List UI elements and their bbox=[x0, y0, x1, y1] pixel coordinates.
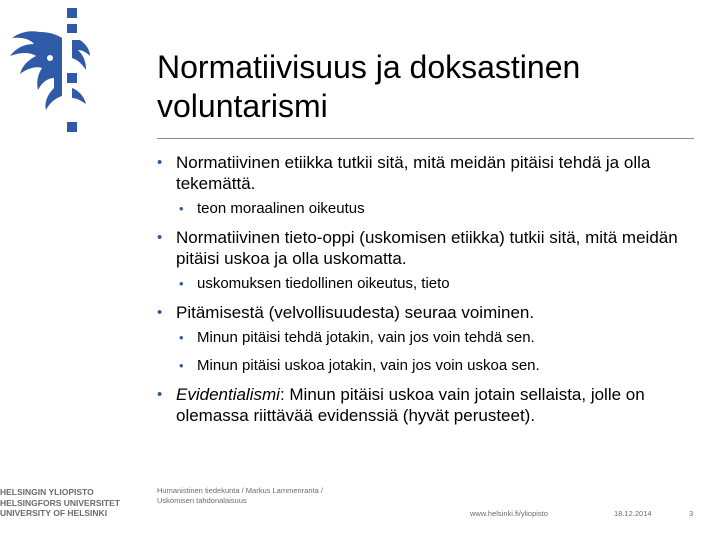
subbullet-epistemic-justification: • uskomuksen tiedollinen oikeutus, tieto bbox=[175, 274, 697, 293]
university-name-en: UNIVERSITY OF HELSINKI bbox=[0, 508, 108, 518]
footer-date: 18.12.2014 bbox=[614, 509, 652, 518]
bullet-normative-epistemology: • Normatiivinen tieto-oppi (uskomisen etiikka) tutkii sitä, mitä meidän pitäisi uskoa ja olla uskomatta. bbox=[157, 227, 697, 269]
page-number: 3 bbox=[689, 509, 694, 518]
footer-url: www.helsinki.fi/yliopisto bbox=[470, 509, 548, 518]
slide-content bbox=[157, 152, 697, 431]
slide-title-line2: voluntarismi bbox=[157, 88, 328, 124]
university-name bbox=[0, 487, 120, 519]
title-divider bbox=[157, 138, 694, 139]
bullet-normative-ethics: • Normatiivinen etiikka tutkii sitä, mitä meidän pitäisi tehdä ja olla tekemättä. bbox=[157, 152, 697, 194]
footer-department-line2: Uskomisen tahdonalaisuus bbox=[157, 496, 247, 505]
university-name-fi: HELSINGIN YLIOPISTO bbox=[0, 487, 94, 497]
subbullet-ought-believe: • Minun pitäisi uskoa jotakin, vain jos voin uskoa sen. bbox=[175, 356, 697, 375]
subbullet-ought-do: • Minun pitäisi tehdä jotakin, vain jos voin tehdä sen. bbox=[175, 328, 697, 347]
slide-title-line1: Normatiivisuus ja doksastinen bbox=[157, 49, 581, 85]
bullet-evidentialism bbox=[157, 384, 697, 426]
footer-department-line1: Humanistinen tiedekunta / Markus Lammenranta / bbox=[157, 486, 323, 495]
evidentialism-definition: : Minun pitäisi uskoa vain jotain sellaista, jolle on olemassa riittävää evidenssiä (hyvät perusteet). bbox=[176, 385, 645, 425]
footer-department bbox=[157, 486, 387, 506]
evidentialism-term: Evidentialismi bbox=[176, 385, 280, 404]
slide-title bbox=[157, 48, 697, 126]
subbullet-moral-justification: • teon moraalinen oikeutus bbox=[175, 199, 697, 218]
bullet-ought-implies-can: • Pitämisestä (velvollisuudesta) seuraa voiminen. bbox=[157, 302, 697, 323]
university-name-sv: HELSINGFORS UNIVERSITET bbox=[0, 497, 120, 508]
university-logo-icon bbox=[0, 0, 100, 140]
